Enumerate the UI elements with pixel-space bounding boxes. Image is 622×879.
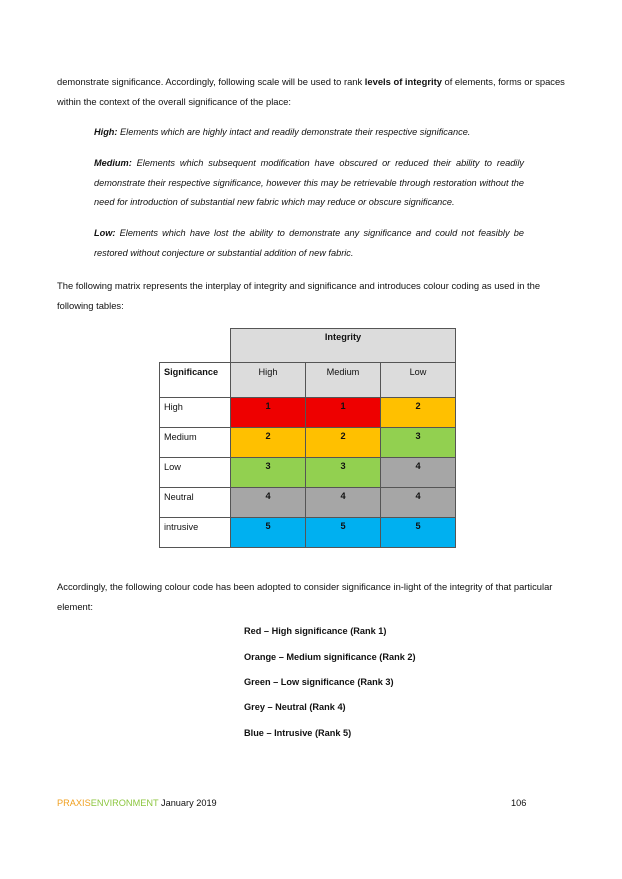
matrix-row (160, 488, 456, 518)
definition-term: Low: (94, 228, 116, 238)
row-label: Neutral (160, 488, 231, 518)
brand-environment: ENVIRONMENT (90, 798, 159, 808)
row-label: Medium (160, 428, 231, 458)
footer-date: January 2019 (158, 798, 217, 808)
column-header: High (231, 363, 306, 398)
legend-item-orange: Orange – Medium significance (Rank 2) (244, 652, 416, 662)
matrix-cell: 3 (381, 428, 456, 458)
matrix-cell: 1 (306, 398, 381, 428)
matrix-cell: 4 (306, 488, 381, 518)
matrix-cell: 2 (381, 398, 456, 428)
matrix-cell: 4 (381, 458, 456, 488)
matrix-row (160, 518, 456, 548)
matrix-cell: 5 (306, 518, 381, 548)
definition-term: Medium: (94, 158, 132, 168)
significance-matrix (159, 328, 456, 548)
matrix-cell: 2 (231, 428, 306, 458)
definition-low (94, 224, 524, 263)
intro-paragraph (57, 72, 569, 112)
legend-item-green: Green – Low significance (Rank 3) (244, 677, 394, 687)
row-label: intrusive (160, 518, 231, 548)
definition-high (94, 123, 524, 143)
matrix-cell: 4 (381, 488, 456, 518)
matrix-blank (160, 329, 231, 363)
definition-medium (94, 154, 524, 213)
significance-header: Significance (160, 363, 231, 398)
intro-text-b: of elements, forms or spaces within the context of the overall significance of the place: (57, 76, 565, 107)
row-label: High (160, 398, 231, 428)
row-label: Low (160, 458, 231, 488)
matrix-row (160, 398, 456, 428)
matrix-intro: The following matrix represents the interplay of integrity and significance and introduces colour coding as used in the following tables: (57, 280, 541, 311)
matrix-cell: 4 (231, 488, 306, 518)
definition-text: Elements which are highly intact and readily demonstrate their respective significance. (117, 127, 471, 137)
matrix-row (160, 458, 456, 488)
definition-term: High: (94, 127, 118, 137)
page-footer (57, 798, 217, 808)
intro-text-a: demonstrate significance. Accordingly, following scale will be used to rank (57, 76, 365, 87)
legend-item-grey: Grey – Neutral (Rank 4) (244, 702, 346, 712)
brand-praxis: PRAXIS (57, 798, 91, 808)
definition-text: Elements which subsequent modification have obscured or reduced their ability to readily demonstrate their respective significance, however this may be retrievable through restoration without the need for introduction of substantial new fabric which may reduce or obscure significance. (94, 158, 524, 207)
matrix-cell: 2 (306, 428, 381, 458)
intro-bold: levels of integrity (364, 76, 442, 87)
matrix-cell: 5 (231, 518, 306, 548)
matrix-cell: 1 (231, 398, 306, 428)
legend-item-red: Red – High significance (Rank 1) (244, 626, 387, 636)
matrix-row (160, 428, 456, 458)
matrix-cell: 3 (231, 458, 306, 488)
integrity-header: Integrity (231, 329, 456, 363)
definition-text: Elements which have lost the ability to demonstrate any significance and could not feasibly be restored without conjecture or substantial addition of new fabric. (94, 228, 524, 258)
legend-item-blue: Blue – Intrusive (Rank 5) (244, 728, 352, 738)
column-header: Medium (306, 363, 381, 398)
colour-code-intro: Accordingly, the following colour code has been adopted to consider significance in-light of the integrity of that particular element: (57, 581, 553, 612)
page-number: 106 (511, 798, 527, 808)
column-header: Low (381, 363, 456, 398)
matrix-cell: 5 (381, 518, 456, 548)
matrix-cell: 3 (306, 458, 381, 488)
